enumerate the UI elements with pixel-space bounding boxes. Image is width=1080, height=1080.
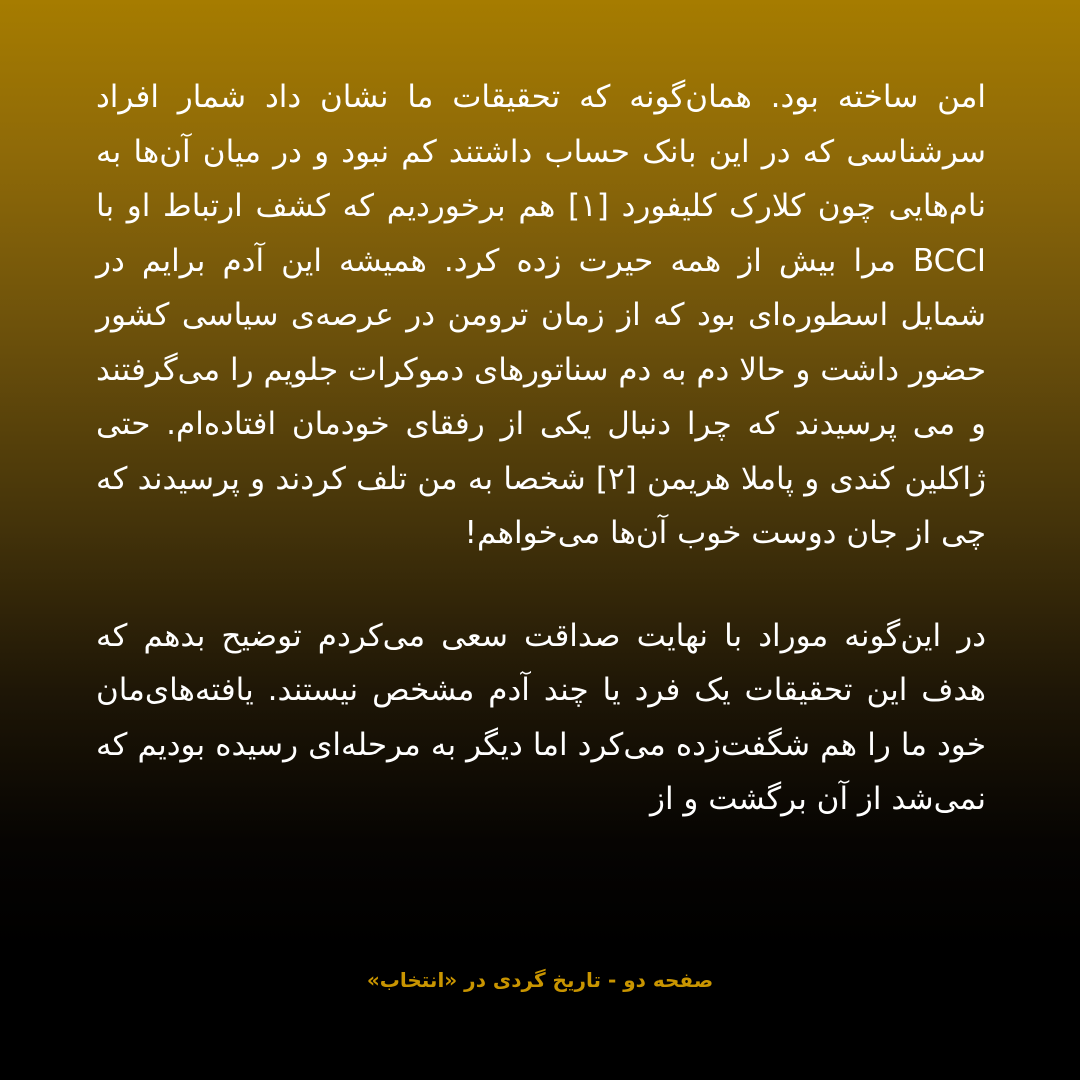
page-footer: صفحه دو - تاریخ گردی در «انتخاب» [366, 968, 714, 992]
paragraph-2: در این‌گونه موراد با نهایت صداقت سعی می‌کردم توضیح بدهم که هدف این تحقیقات یک فرد یا چند آدم مشخص نیستند. یافته‌های‌مان خود ما را هم شگفت‌زده می‌کرد اما دیگر به مرحله‌ای رسیده بودیم که نمی‌شد از آن برگشت و از [96, 617, 986, 817]
paragraph-1: امن ساخته بود. همان‌گونه که تحقیقات ما نشان داد شمار افراد سرشناسی که در این بانک حساب داشتند کم نبود و در میان آن‌ها به نام‌هایی چون کلارک کلیفورد [۱] هم برخوردیم که کشف ارتباط او با BCCI مرا بیش از همه حیرت زده کرد. همیشه این آدم برایم در شمایل اسطوره‌ای بود که از زمان ترومن در عرصه‌ی سیاسی کشور حضور داشت و حالا دم به دم سناتورهای دموکرات جلویم را می‌گرفتند و می پرسیدند که چرا دنبال یکی از رفقای خودمان افتاده‌ام. حتی ژاکلین کندی و پاملا هریمن [۲] شخصا به من تلف کردند و پرسیدند که چی از جان دوست خوب آن‌ها می‌خواهم! [96, 79, 986, 551]
article-body [96, 70, 986, 827]
